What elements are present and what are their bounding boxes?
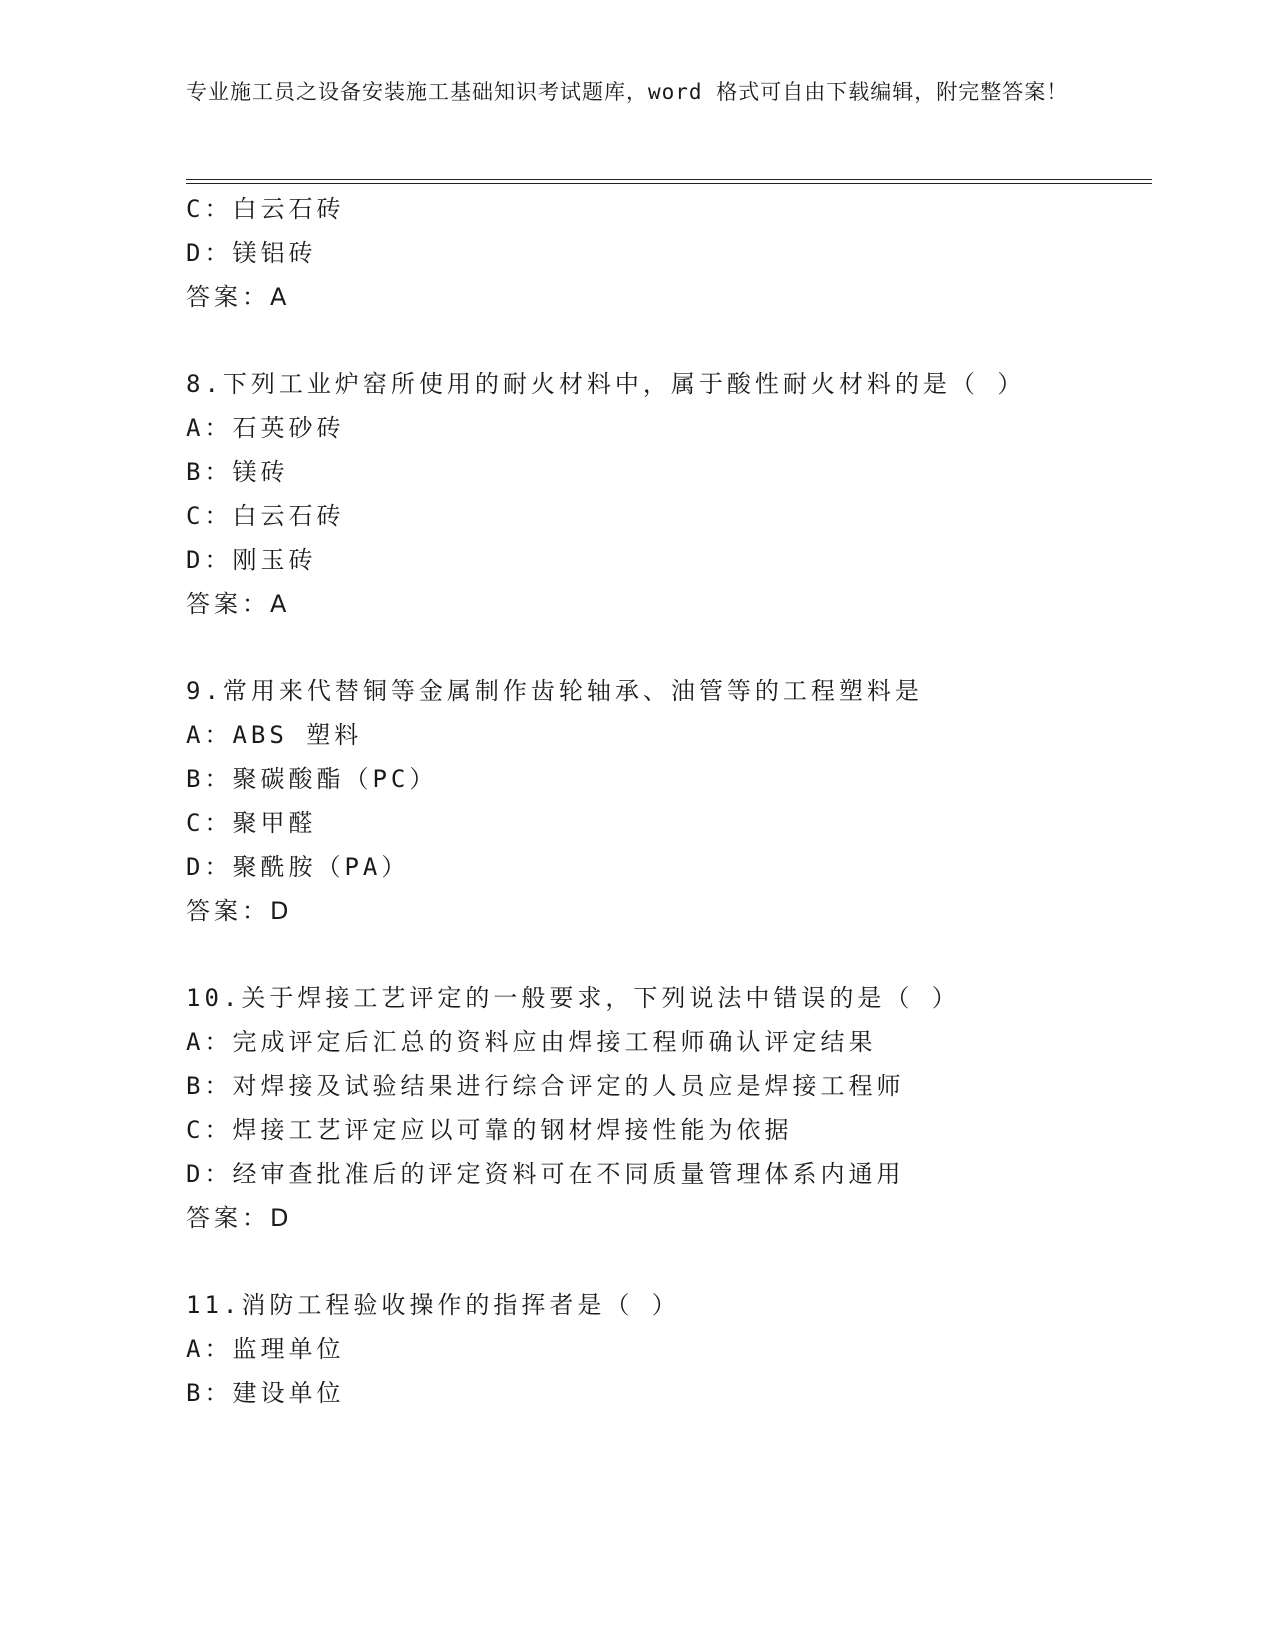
option-a: A：ABS 塑料 (186, 721, 363, 749)
answer: 答案：A (186, 283, 291, 311)
option-c: C：白云石砖 (186, 502, 345, 530)
option-a: A：石英砂砖 (186, 414, 345, 442)
header-rule-bottom (186, 183, 1152, 184)
option-d: D：刚玉砖 (186, 546, 317, 574)
option-c: C：白云石砖 (186, 195, 345, 223)
option-b: B：聚碳酸酯（PC） (186, 765, 438, 793)
header-rule-top (186, 179, 1152, 180)
answer: 答案：A (186, 590, 291, 618)
option-d: D：聚酰胺（PA） (186, 853, 410, 881)
option-a: A：完成评定后汇总的资料应由焊接工程师确认评定结果 (186, 1028, 877, 1056)
option-c: C：焊接工艺评定应以可靠的钢材焊接性能为依据 (186, 1116, 793, 1144)
answer: 答案：D (186, 1204, 293, 1232)
question-11: 11.消防工程验收操作的指挥者是（ ） (186, 1291, 680, 1319)
option-d: D：经审查批准后的评定资料可在不同质量管理体系内通用 (186, 1160, 905, 1188)
option-a: A：监理单位 (186, 1335, 345, 1363)
question-8: 8.下列工业炉窑所使用的耐火材料中，属于酸性耐火材料的是（ ） (186, 370, 1026, 398)
option-b: B：建设单位 (186, 1379, 345, 1407)
option-d: D：镁铝砖 (186, 239, 317, 267)
document-header: 专业施工员之设备安装施工基础知识考试题库，word 格式可自由下载编辑，附完整答案！ (186, 80, 1069, 104)
question-10: 10.关于焊接工艺评定的一般要求，下列说法中错误的是（ ） (186, 984, 960, 1012)
option-b: B：镁砖 (186, 458, 289, 486)
question-9: 9.常用来代替铜等金属制作齿轮轴承、油管等的工程塑料是 (186, 677, 923, 705)
option-b: B：对焊接及试验结果进行综合评定的人员应是焊接工程师 (186, 1072, 905, 1100)
answer: 答案：D (186, 897, 293, 925)
option-c: C：聚甲醛 (186, 809, 317, 837)
